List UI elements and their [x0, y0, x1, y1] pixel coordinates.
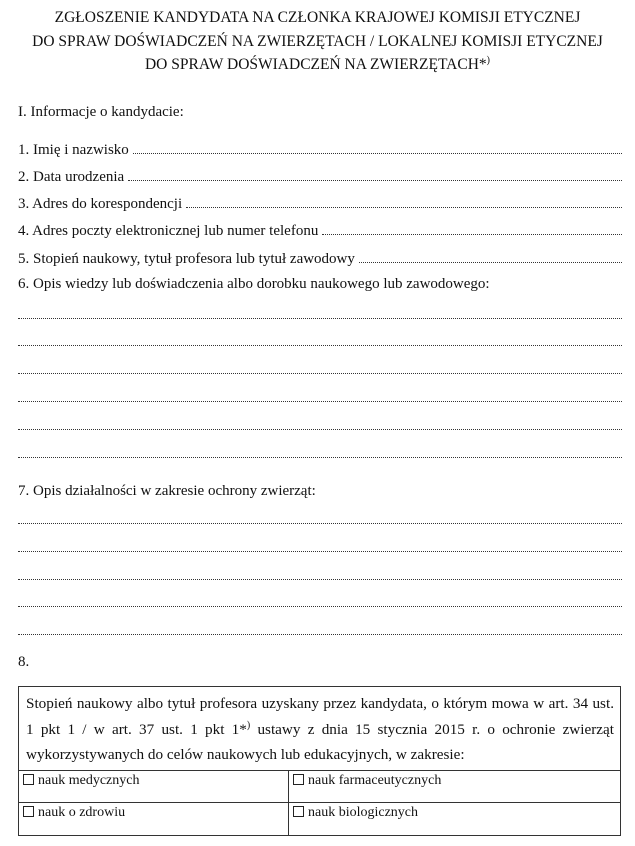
fill-line[interactable] [128, 166, 622, 181]
checkbox-icon[interactable] [23, 774, 34, 785]
fill-line[interactable] [18, 606, 622, 607]
title-line-1: ZGŁOSZENIE KANDYDATA NA CZŁONKA KRAJOWEJ KOMISJI ETYCZNEJ [54, 9, 581, 26]
fill-line[interactable] [18, 401, 622, 402]
title-line-2: DO SPRAW DOŚWIADCZEŃ NA ZWIERZĘTACH / LOKALNEJ KOMISJI ETYCZNEJ [32, 32, 603, 50]
field-label: 5. Stopień naukowy, tytuł profesora lub tytuł zawodowy [18, 251, 355, 267]
option-label: nauk medycznych [38, 773, 140, 788]
fill-line[interactable] [133, 139, 622, 154]
document-title [0, 6, 635, 77]
fill-line[interactable] [359, 248, 622, 263]
section-heading: I. Informacje o kandydacie: [18, 104, 184, 120]
footnote-mark: ) [486, 54, 490, 66]
checkbox-icon[interactable] [293, 806, 304, 817]
fill-line[interactable] [18, 523, 622, 524]
field-birthdate[interactable] [18, 166, 622, 186]
footnote-mark: ) [246, 719, 251, 731]
field-address[interactable] [18, 193, 622, 213]
fill-line[interactable] [18, 579, 622, 580]
item-8-label: 8. [18, 654, 30, 670]
option-health[interactable] [19, 803, 289, 835]
fill-line[interactable] [18, 373, 622, 374]
fill-line[interactable] [18, 429, 622, 430]
fill-line[interactable] [18, 457, 622, 458]
fill-line[interactable] [186, 193, 622, 208]
field-label: 4. Adres poczty elektronicznej lub numer telefonu [18, 223, 319, 239]
option-label: nauk o zdrowiu [38, 805, 126, 820]
option-medical[interactable] [19, 771, 289, 803]
option-label: nauk farmaceutycznych [308, 773, 442, 788]
degree-description [19, 687, 620, 771]
field-name[interactable] [18, 139, 622, 159]
title-line-3-text: DO SPRAW DOŚWIADCZEŃ NA ZWIERZĘTACH* [144, 56, 487, 73]
fill-line[interactable] [18, 634, 622, 635]
fill-line[interactable] [18, 345, 622, 346]
field-label: 3. Adres do korespondencji [18, 196, 183, 212]
fill-line[interactable] [18, 318, 622, 319]
option-biological[interactable] [289, 803, 620, 835]
fill-line[interactable] [322, 220, 622, 235]
degree-text-2: ustawy z dnia 15 stycznia 2015 r. o ochronie zwierząt wykorzystywanych do celów naukowych lub edukacyjnych, w zakresie: [26, 720, 614, 763]
degree-text-1: Stopień naukowy albo tytuł profesora uzyskany przez kandydata, o którym mowa w art. 34 ust. 1 pkt 1 / w art. 37 ust. 1 pkt 1* [26, 695, 614, 738]
item-7-label: 7. Opis działalności w zakresie ochrony zwierząt: [18, 483, 316, 499]
degree-field-table [18, 686, 621, 836]
checkbox-icon[interactable] [293, 774, 304, 785]
checkbox-icon[interactable] [23, 806, 34, 817]
field-email-phone[interactable] [18, 220, 622, 240]
option-pharmaceutical[interactable] [289, 771, 620, 803]
fill-line[interactable] [18, 551, 622, 552]
field-degree[interactable] [18, 248, 622, 268]
option-label: nauk biologicznych [308, 805, 419, 820]
field-label: 1. Imię i nazwisko [18, 142, 129, 158]
field-label: 2. Data urodzenia [18, 169, 125, 185]
title-line-3 [0, 53, 635, 77]
item-6-label: 6. Opis wiedzy lub doświadczenia albo dorobku naukowego lub zawodowego: [18, 276, 490, 292]
